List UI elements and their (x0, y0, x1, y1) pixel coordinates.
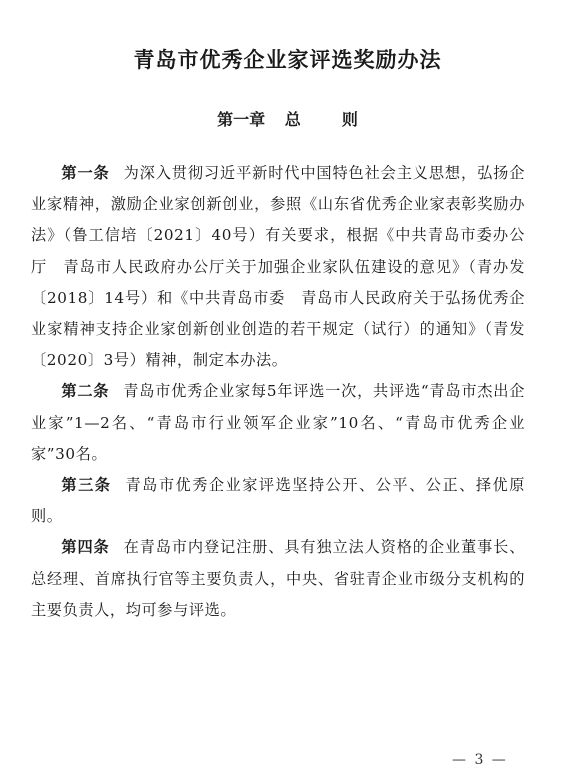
chapter-name-part2: 则 (341, 110, 358, 129)
article-label: 第二条 (61, 382, 110, 401)
article-4 (31, 532, 525, 626)
page-number: — 3 — (452, 752, 508, 768)
article-1 (31, 158, 525, 376)
chapter-number: 第一章 (217, 110, 266, 129)
article-3 (31, 470, 525, 532)
article-label: 第四条 (61, 538, 110, 557)
article-label: 第三条 (61, 476, 112, 495)
article-text: 青岛市优秀企业家评选坚持公开、公平、公正、择优原则。 (31, 476, 525, 526)
article-text: 青岛市优秀企业家每5年评选一次，共评选“青岛市杰出企业家”1—2名、“青岛市行业领军企业家”10名、“青岛市优秀企业家”30名。 (31, 382, 525, 463)
article-label: 第一条 (61, 164, 110, 182)
article-text: 为深入贯彻习近平新时代中国特色社会主义思想，弘扬企业家精神，激励企业家创新创业，参照《山东省优秀企业家表彰奖励办法》（鲁工信培〔2021〕40号）有关要求，根据《中共青岛市委办公厅 青岛市人民政府办公厅关于加强企业家队伍建设的意见》（青办发〔2018〕14号）和《中共青岛市委 青岛市人民政府关于弘扬优秀企业家精神支持企业家创新创业创造的若干规定（试行）的通知》（青发〔2020〕3号）精神，制定本办法。 (31, 164, 525, 370)
chapter-name-part1: 总 (284, 110, 301, 129)
document-title: 青岛市优秀企业家评选奖励办法 (133, 47, 442, 72)
document-body (31, 158, 525, 626)
chapter-heading (0, 107, 575, 130)
article-text: 在青岛市内登记注册、具有独立法人资格的企业董事长、总经理、首席执行官等主要负责人，中央、省驻青企业市级分支机构的主要负责人，均可参与评选。 (31, 538, 525, 619)
article-2 (31, 376, 525, 470)
